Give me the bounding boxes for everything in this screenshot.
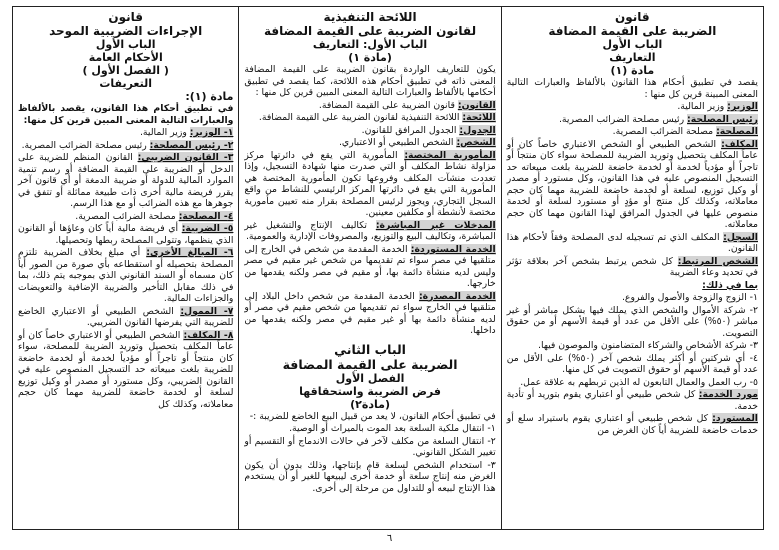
term: ٤- المصلحة: xyxy=(178,210,234,222)
article-heading: مادة (١): xyxy=(185,90,234,103)
definition-text: وزير المالية. xyxy=(677,101,728,112)
term: الجدول: xyxy=(459,124,496,136)
intro-paragraph: يكون للتعاريف الواردة بقانون الضريبة على القيمة المضافة المعنى ذاته في تطبيق أحكام هذه اللائحة، كما يقصد في تطبيق أحكامها بالألفاظ والعبارات التالية المعنى المبين قرين كل منها : xyxy=(244,64,496,98)
definition-related-person xyxy=(507,256,758,279)
list-item: ١- انتقال ملكية السلعة بعد الموت بالميراث أو الوصية. xyxy=(289,423,496,434)
chapter-one-heading: الفصل الأول xyxy=(335,371,405,385)
definition-text: كل شخص طبيعي أو اعتباري يقوم باستيراد سلع أو خدمات خاضعة للضريبة أياً كان الغرض من xyxy=(506,413,758,436)
column-unified-procedures xyxy=(13,7,238,529)
term: ٦- المبالغ الأخرى: xyxy=(146,247,234,258)
definition-text: رئيس مصلحة الضرائب المصرية. xyxy=(21,139,150,151)
term: ٥- الضريبة: xyxy=(181,223,234,234)
intro-paragraph: يقصد في تطبيق أحكام هذا القانون بالألفاظ والعبارات التالية المعنى المبينة قرين كل منها : xyxy=(506,77,758,100)
definition-other-amounts xyxy=(18,247,233,305)
list-item: ٣- استخدام الشخص لسلعة قام بإنتاجها، وذلك بدون أن يكون الغرض منه إنتاج سلعة أو خدمة أخرى ليبيعها للغير أو أن يستخدم هذا الإنتاج لبيعه أو للتداول من مرحلة إلى أخرى. xyxy=(244,459,496,494)
definition-text: الخدمة المقدمة من شخص في الخارج إلى متلقيها في مصر سواء تم تقديمها من شخص غير مقيم في مصر وليس لديه منشأة دائمة بها، أو مقيم في مصر ولكنه يقدمها من خارجها. xyxy=(244,243,496,289)
definition-importer xyxy=(507,413,758,436)
subsection-heading: ( الفصل الأول ) xyxy=(82,64,169,77)
definition-minister xyxy=(507,101,758,113)
definition-taxpayer xyxy=(18,306,233,329)
column-vat-law xyxy=(502,7,763,529)
term: ٢- رئيس المصلحة: xyxy=(149,139,234,151)
term: المكلف: xyxy=(721,138,758,150)
term: الشخص المرتبط: xyxy=(677,255,759,267)
definition-text: قانون الضريبة على القيمة المضافة. xyxy=(318,99,458,111)
chapter-heading: الباب الأول xyxy=(602,38,663,51)
list-item: ٥- رب العمل والعمال التابعون له الذين تربطهم به علاقة عمل. xyxy=(520,376,758,388)
definition-text: المأمورية التي يقع في دائرتها مركز مزاولة نشاط المكلف أو التي صدرت منها شهادة التسجيل، وإذا تعددت منشآت المكلف وفروعها تكون المأمورية المختصة هي المأمورية التي يقع في دائرتها المركز الرئيسي للنشاط من واقع السجل التجاري، ويجوز لرئيس المصلحة بقرار منه تعيين مأمورية مختصة لأنشطة أو مكلفين معينين. xyxy=(244,149,496,218)
list-item: ٤- أي شركتين أو أكثر يملك شخص آخر (٥٠%) على الأقل من عدد أو قيمة الأسهم أو حقوق التصويت في كل منها. xyxy=(506,352,758,375)
definition-obligor xyxy=(507,139,758,231)
definition-registrant xyxy=(507,232,758,255)
chapter-one-title: فرض الضريبة واستحقاقها xyxy=(299,384,441,398)
definition-text: الجدول المرافق للقانون. xyxy=(361,124,460,136)
article-heading: مادة (١) xyxy=(610,64,655,77)
definition-tax xyxy=(18,223,233,246)
part-two-title: الضريبة على القيمة المضافة xyxy=(282,356,458,372)
page-number: ٦ xyxy=(386,533,393,544)
definition-text: الشخص الطبيعي أو الاعتباري خاصاً كان أو عاماً المكلف بتحصيل وتوريد الضريبة للمصلحة، سواء كان منتجاً أو تاجراً أو مؤدياً لخدمة أو لخدمة خاضعة للضريبة بلغت مبيعاته حد التسجيل المنصوص عليه في القانون الضريبي، وكل مستورد أو مصدر أو وكيل توزيع لسلعة أو لخدمة خاضعة للضريبة مهما كان حجم معاملاته، وكذلك كل xyxy=(18,329,234,410)
term: مورد الخدمة: xyxy=(698,389,758,400)
definition-text: الشخص الطبيعي أو الاعتباري الخاضع للضريبة التي يفرضها القانون الضريبي. xyxy=(18,305,234,328)
definition-text: تكاليف الإنتاج والتشغيل غير المباشرة، وتكاليف البيع والتوزيع، والمصروفات الإدارية والعمومية. xyxy=(244,219,496,242)
term: السجل: xyxy=(723,231,758,243)
definition-imported-service xyxy=(244,244,495,290)
chapter-heading: الباب الأول: التعاريف xyxy=(312,38,428,51)
definition-exported-service xyxy=(244,291,495,337)
term: المستورد: xyxy=(712,413,758,424)
list-item: ٢- انتقال السلعة من مكلف لآخر في حالات الاندماج أو التقسيم أو تغيير الشكل القانوني. xyxy=(244,435,496,458)
definition-competent-office xyxy=(244,150,495,219)
term: اللائحة: xyxy=(462,112,496,123)
definition-text: المكلف الذي تم تسجيله لدى المصلحة وفقاً لأحكام هذا القانون. xyxy=(506,231,758,254)
definition-text: الخدمة المقدمة من شخص داخل البلاد إلى متلقيها في الخارج سواء تم تقديمها من شخص مقيم في مصر أو لديه منشأة دائمة بها أو غير مقيم في مصر ولكنه يقدمها من داخلها. xyxy=(244,290,496,336)
article-two-heading: (مادة٢) xyxy=(350,397,390,411)
definition-obligor xyxy=(18,330,233,411)
term: المأمورية المختصة: xyxy=(404,149,496,161)
definition-authority xyxy=(18,211,233,223)
definition-person xyxy=(244,137,495,149)
term: ١- الوزير: xyxy=(189,127,234,138)
definition-text: الشخص الطبيعي أو الاعتباري. xyxy=(338,137,457,148)
definition-regulation xyxy=(244,112,495,124)
definition-text: اللائحة التنفيذية لقانون الضريبة على القيمة المضافة. xyxy=(258,112,463,123)
term: بما في ذلك: xyxy=(702,279,758,291)
term: ٧- الممول: xyxy=(180,305,234,317)
term: ٣- القانون الضريبي: xyxy=(137,152,234,163)
term: المصلحة: xyxy=(716,126,758,137)
col-subtitle: لقانون الضريبة على القيمة المضافة xyxy=(264,24,477,38)
term: الوزير: xyxy=(727,101,758,112)
term: القانون: xyxy=(457,99,496,111)
definition-indirect-inputs xyxy=(244,220,495,243)
definition-text: وزير المالية. xyxy=(139,127,190,138)
definition-text: مصلحة الضرائب المصرية. xyxy=(75,210,179,222)
col-subtitle: الضريبة على القيمة المضافة xyxy=(548,24,717,38)
definition-service-supplier xyxy=(507,389,758,412)
definition-head xyxy=(18,140,233,152)
term: ٨- المكلف: xyxy=(183,329,234,341)
definition-minister xyxy=(18,127,233,139)
definition-head xyxy=(507,114,758,126)
term: الخدمة المصدرة: xyxy=(418,290,496,302)
section-heading: التعاريف xyxy=(609,51,656,64)
col-title: قانون xyxy=(108,10,144,24)
subheading-including xyxy=(507,280,758,292)
article-two-intro: في تطبيق أحكام القانون، لا يعد من قبيل البيع الخاضع للضريبة :- xyxy=(249,410,496,422)
term: المدخلات غير المباشرة: xyxy=(375,219,496,231)
definition-table xyxy=(244,125,495,137)
definition-text: أي فريضة مالية أياً كان وعاؤها أو القانون الذي ينظمها، وتتولى المصلحة ربطها وتحصيلها. xyxy=(18,223,234,246)
intro-paragraph: في تطبيق أحكام هذا القانون، يقصد بالألفاظ والعبارات التالية المعنى المبين قرين كل منها: xyxy=(18,103,234,126)
definition-authority xyxy=(507,126,758,138)
definition-text: الشخص الطبيعي أو الشخص الاعتباري خاصاً كان أو عاماً المكلف بتحصيل وتوريد الضريبة للمصلحة سواء كان منتجاً أو تاجراً أو مؤدياً لخدمة أو لخدمة خاضعة للضريبة بلغت مبيعاته حد التسجيل المنصوص عليه في هذا القانون، وكل مستورد أو مصدر أو وكيل توزيع، لسلعة أو لخدمة خاضعة للضريبة مهما كان حجم معاملاته، وكذلك كل منتج أو مؤدٍ أو مستورد لسلعة أو لخدمة منصوص عليها في الجدول المرافق لهذا القانون مهما كان حجم معاملاته. xyxy=(506,138,758,230)
article-heading: (مادة ١) xyxy=(348,51,392,64)
list-item: ٣- شركة الأشخاص والشركاء المتضامنون والموصون فيها. xyxy=(538,340,758,351)
three-column-frame xyxy=(12,6,764,530)
list-item: ٢- شركة الأموال والشخص الذي يملك فيها بشكل مباشر أو غير مباشر (٥٠%) على الأقل من عدد أو قيمة الأسهم أو من حقوق التصويت. xyxy=(506,304,758,339)
part-two-heading: الباب الثاني xyxy=(334,341,406,357)
list-item: ١- الزوج والزوجة والأصول والفروع. xyxy=(621,292,758,303)
term: رئيس المصلحة: xyxy=(687,113,758,125)
definition-text: كل شخص طبيعي أو اعتباري يقوم بتوريد أو تأدية خدمة. xyxy=(506,389,758,412)
definition-law xyxy=(244,100,495,112)
definition-text: مصلحة الضرائب المصرية. xyxy=(612,126,717,137)
col-subtitle: الإجراءات الضريبية الموحد xyxy=(49,24,203,38)
definition-text: أي مبلغ بخلاف الضريبة تلتزم المصلحة بتحصيله أو استقطاعه بأي صورة من الصور أياً كان مسماه أو السند القانوني الذي بموجبه يتم ذلك، بما في ذلك مقابل التأخير والضريبة الإضافية والتعويضات والجزاءات المالية. xyxy=(18,247,234,304)
col-title: اللائحة التنفيذية xyxy=(323,10,417,24)
definitions-heading: التعريفات xyxy=(99,77,153,90)
column-executive-regulations xyxy=(238,7,501,529)
definition-tax-law xyxy=(18,152,233,210)
definition-text: كل شخص يرتبط بشخص آخر بعلاقة تؤثر في تحديد وعاء الضريبة xyxy=(506,255,758,278)
section-heading: الأحكام العامة xyxy=(88,51,163,64)
term: الشخص: xyxy=(456,137,496,148)
col-title: قانون xyxy=(615,10,650,24)
definition-text: رئيس مصلحة الضرائب المصرية. xyxy=(558,113,688,125)
definition-text: القانون المنظم للضريبة على الدخل أو الضريبة على القيمة المضافة أو رسم تنمية الموارد المالية للدولة أو ضريبة الدمغة أو أي قانون آخر يقرر فريضة مالية أخرى ذات طبيعة مماثلة أو تتفق في جوهرها مع هذه الضرائب أو مع هذا الرسم. xyxy=(18,152,234,209)
chapter-heading: الباب الأول xyxy=(95,38,156,51)
term: الخدمة المستوردة: xyxy=(410,243,496,255)
